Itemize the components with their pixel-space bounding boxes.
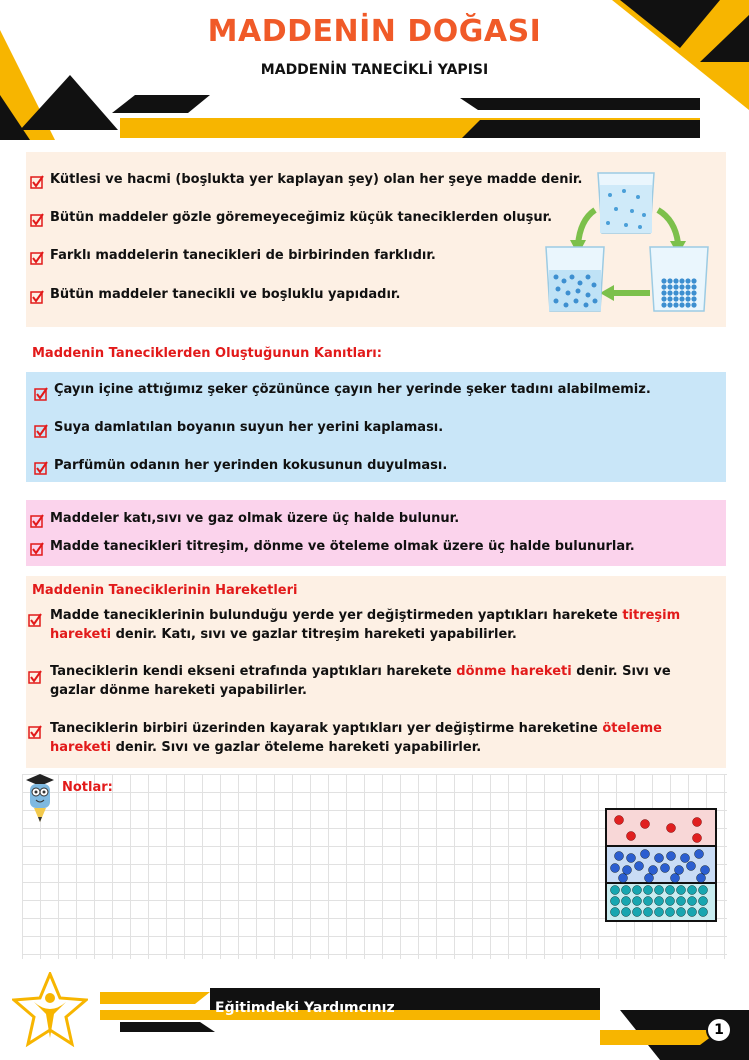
check-icon (30, 175, 44, 189)
check-icon (34, 387, 48, 401)
page-number: 1 (706, 1017, 732, 1043)
check-icon (28, 613, 42, 627)
evidence-item: Parfümün odanın her yerinden kokusunun duyulması. (54, 458, 448, 473)
owl-pencil-icon (22, 772, 58, 824)
intro-item: Bütün maddeler gözle göremeyeceğimiz küçük taneciklerden oluşur. (50, 210, 553, 225)
check-icon (30, 514, 44, 528)
check-icon (28, 725, 42, 739)
check-icon (30, 542, 44, 556)
footer-slogan: Eğitimdeki Yardımcınız (215, 1000, 395, 1016)
motion-heading: Maddenin Taneciklerinin Hareketleri (32, 583, 298, 598)
paragraph-text: Madde taneciklerinin bulunduğu yerde yer değiştirmeden yaptıkları harekete (50, 608, 623, 623)
particle-states-diagram (605, 808, 717, 922)
check-icon (30, 290, 44, 304)
states-item: Madde tanecikleri titreşim, dönme ve öteleme olmak üzere üç halde bulunurlar. (50, 539, 635, 554)
evidence-item: Çayın içine attığımız şeker çözününce çayın her yerinde şeker tadını alabilmemiz. (54, 382, 651, 397)
notes-label: Notlar: (62, 780, 113, 795)
paragraph-text: Taneciklerin kendi ekseni etrafında yaptıkları harekete (50, 664, 457, 679)
intro-item: Bütün maddeler tanecikli ve boşluklu yapıdadır. (50, 287, 401, 302)
vibration-paragraph (50, 606, 710, 644)
star-person-logo (12, 972, 88, 1048)
paragraph-text: denir. Katı, sıvı ve gazlar titreşim hareketi yapabilirler. (111, 627, 517, 642)
intro-item: Farklı maddelerin tanecikleri de birbirinden farklıdır. (50, 248, 436, 263)
check-icon (34, 461, 48, 475)
highlight-term: öteleme hareketi (50, 721, 662, 755)
paragraph-text: Taneciklerin birbiri üzerinden kayarak yaptıkları yer değiştirme hareketine (50, 721, 603, 736)
check-icon (34, 424, 48, 438)
intro-item: Kütlesi ve hacmi (boşlukta yer kaplayan şey) olan her şeye madde denir. (50, 172, 583, 187)
highlight-term: titreşim hareketi (50, 608, 681, 642)
page-subtitle: MADDENİN TANECİKLİ YAPISI (260, 62, 489, 78)
translation-paragraph (50, 719, 710, 757)
check-icon (28, 670, 42, 684)
evidence-heading: Maddenin Taneciklerden Oluştuğunun Kanıtları: (32, 346, 382, 361)
states-item: Maddeler katı,sıvı ve gaz olmak üzere üç halde bulunur. (50, 511, 460, 526)
page-title: MADDENİN DOĞASI (207, 14, 542, 49)
paragraph-text: denir. Sıvı ve gazlar öteleme hareketi yapabilirler. (111, 740, 482, 755)
rotation-paragraph (50, 662, 710, 700)
highlight-term: dönme hareketi (456, 664, 572, 679)
check-icon (30, 251, 44, 265)
states-box (26, 500, 726, 566)
states-cycle-illustration (540, 165, 720, 320)
paragraph-text: denir. Sıvı ve gazlar dönme hareketi yapabilirler. (50, 664, 671, 698)
evidence-item: Suya damlatılan boyanın suyun her yerini kaplaması. (54, 420, 444, 435)
check-icon (30, 213, 44, 227)
